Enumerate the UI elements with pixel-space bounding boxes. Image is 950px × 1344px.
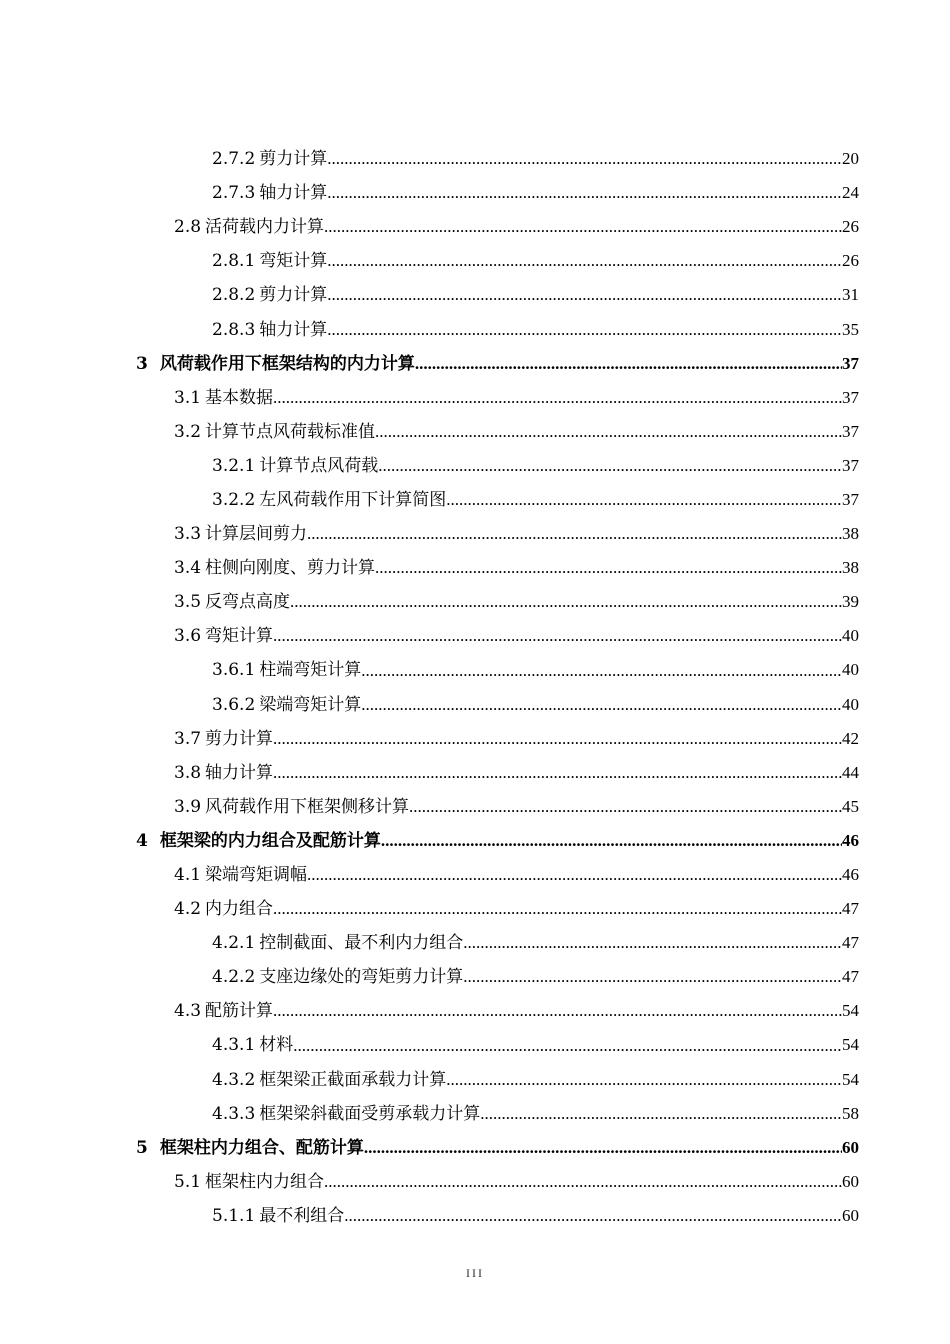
dot-leader — [381, 830, 842, 852]
toc-entry-number: 4.2.2 — [212, 967, 256, 988]
table-of-contents — [0, 142, 950, 1233]
dot-leader — [375, 421, 842, 443]
toc-entry-page: 58 — [842, 1103, 859, 1123]
dot-leader — [327, 250, 842, 272]
dot-leader — [364, 1137, 842, 1159]
toc-entry[interactable] — [0, 824, 950, 858]
toc-entry-number: 3.2.1 — [212, 455, 256, 476]
toc-entry-page: 54 — [842, 1035, 859, 1055]
toc-entry-page: 37 — [842, 387, 859, 407]
toc-entry-title: 最不利组合 — [259, 1205, 345, 1226]
toc-entry-title: 梁端弯矩计算 — [259, 694, 362, 715]
toc-entry-title: 框架梁的内力组合及配筋计算 — [159, 830, 381, 851]
toc-entry-title: 计算节点风荷载标准值 — [205, 421, 376, 442]
toc-entry[interactable] — [0, 892, 950, 926]
dot-leader — [307, 864, 842, 886]
toc-entry-number: 3.1 — [174, 387, 202, 408]
toc-entry-page: 44 — [842, 762, 859, 782]
toc-entry-number: 3.6.1 — [212, 660, 256, 681]
dot-leader — [375, 557, 842, 579]
toc-entry[interactable] — [0, 551, 950, 585]
toc-entry-number: 3 — [136, 353, 148, 374]
toc-entry-page: 54 — [842, 1001, 859, 1021]
toc-entry[interactable] — [0, 858, 950, 892]
toc-entry[interactable] — [0, 278, 950, 312]
dot-leader — [327, 182, 842, 204]
toc-entry-number: 4.3.1 — [212, 1035, 256, 1056]
toc-entry-page: 37 — [842, 353, 859, 373]
toc-entry-page: 26 — [842, 217, 859, 237]
toc-entry[interactable] — [0, 415, 950, 449]
toc-entry-page: 37 — [842, 421, 859, 441]
toc-entry[interactable] — [0, 653, 950, 687]
toc-entry-page: 47 — [842, 933, 859, 953]
toc-entry-title: 风荷载作用下框架侧移计算 — [205, 796, 410, 817]
dot-leader — [446, 489, 842, 511]
toc-entry-title: 支座边缘处的弯矩剪力计算 — [259, 967, 464, 988]
dot-leader — [463, 966, 842, 988]
toc-entry[interactable] — [0, 1097, 950, 1131]
toc-entry-title: 框架梁斜截面受剪承载力计算 — [259, 1103, 481, 1124]
toc-entry[interactable] — [0, 1028, 950, 1062]
toc-entry-title: 计算层间剪力 — [205, 524, 308, 545]
toc-entry[interactable] — [0, 176, 950, 210]
toc-entry-title: 轴力计算 — [259, 319, 328, 340]
toc-entry[interactable] — [0, 312, 950, 346]
toc-entry[interactable] — [0, 210, 950, 244]
toc-entry-page: 37 — [842, 489, 859, 509]
toc-entry-number: 2.8.1 — [212, 251, 256, 272]
toc-entry-title: 内力组合 — [205, 899, 274, 920]
toc-entry-title: 剪力计算 — [259, 149, 328, 170]
dot-leader — [415, 353, 842, 375]
toc-entry-number: 3.8 — [174, 762, 202, 783]
toc-entry-page: 37 — [842, 455, 859, 475]
toc-entry-page: 39 — [842, 592, 859, 612]
toc-entry[interactable] — [0, 483, 950, 517]
toc-entry-page: 60 — [842, 1171, 859, 1191]
dot-leader — [327, 284, 842, 306]
toc-entry-number: 4.3.2 — [212, 1069, 256, 1090]
toc-entry-page: 47 — [842, 967, 859, 987]
toc-entry-number: 3.6.2 — [212, 694, 256, 715]
toc-entry-number: 3.4 — [174, 558, 202, 579]
toc-entry[interactable] — [0, 926, 950, 960]
toc-entry[interactable] — [0, 1063, 950, 1097]
toc-entry-page: 26 — [842, 251, 859, 271]
toc-entry-page: 60 — [842, 1205, 859, 1225]
toc-entry-page: 24 — [842, 183, 859, 203]
toc-entry-number: 3.7 — [174, 728, 202, 749]
dot-leader — [324, 216, 842, 238]
dot-leader — [273, 898, 842, 920]
toc-entry-page: 42 — [842, 728, 859, 748]
toc-entry-page: 38 — [842, 558, 859, 578]
toc-entry-page: 20 — [842, 149, 859, 169]
toc-entry-number: 5.1 — [174, 1171, 202, 1192]
toc-entry-title: 控制截面、最不利内力组合 — [259, 933, 464, 954]
dot-leader — [273, 625, 842, 647]
dot-leader — [273, 728, 842, 750]
toc-entry-title: 框架梁正截面承载力计算 — [259, 1069, 447, 1090]
dot-leader — [290, 591, 842, 613]
toc-entry-number: 4.2.1 — [212, 933, 256, 954]
toc-entry-number: 3.2.2 — [212, 489, 256, 510]
toc-entry-number: 5 — [136, 1137, 148, 1158]
dot-leader — [293, 1035, 842, 1057]
toc-entry-title: 计算节点风荷载 — [259, 455, 379, 476]
toc-entry-page: 40 — [842, 694, 859, 714]
toc-entry-page: 40 — [842, 660, 859, 680]
toc-entry-number: 4.3.3 — [212, 1103, 256, 1124]
toc-entry-title: 柱端弯矩计算 — [259, 660, 362, 681]
toc-entry-page: 47 — [842, 899, 859, 919]
toc-entry-page: 38 — [842, 524, 859, 544]
toc-entry-title: 弯矩计算 — [205, 626, 274, 647]
toc-entry-title: 配筋计算 — [205, 1001, 274, 1022]
toc-entry[interactable] — [0, 790, 950, 824]
toc-entry-number: 3.5 — [174, 592, 202, 613]
dot-leader — [273, 387, 842, 409]
toc-entry-number: 3.2 — [174, 421, 202, 442]
toc-entry[interactable] — [0, 994, 950, 1028]
dot-leader — [361, 660, 842, 682]
dot-leader — [344, 1205, 842, 1227]
toc-entry[interactable] — [0, 688, 950, 722]
toc-entry-number: 3.6 — [174, 626, 202, 647]
toc-entry-number: 4.1 — [174, 865, 202, 886]
toc-entry-page: 46 — [842, 865, 859, 885]
toc-entry-number: 3.9 — [174, 796, 202, 817]
toc-entry[interactable] — [0, 960, 950, 994]
dot-leader — [463, 932, 842, 954]
dot-leader — [273, 1000, 842, 1022]
toc-entry[interactable] — [0, 449, 950, 483]
toc-entry-page: 54 — [842, 1069, 859, 1089]
dot-leader — [378, 455, 842, 477]
toc-entry[interactable] — [0, 381, 950, 415]
toc-entry[interactable] — [0, 756, 950, 790]
toc-entry[interactable] — [0, 347, 950, 381]
toc-entry-number: 2.8.2 — [212, 285, 256, 306]
toc-entry[interactable] — [0, 1199, 950, 1233]
dot-leader — [409, 796, 842, 818]
toc-entry[interactable] — [0, 619, 950, 653]
dot-leader — [361, 694, 842, 716]
toc-entry-page: 60 — [842, 1137, 859, 1157]
page-number: III — [466, 1266, 484, 1280]
toc-entry-title: 剪力计算 — [205, 728, 274, 749]
toc-entry-title: 基本数据 — [205, 387, 274, 408]
toc-entry-title: 风荷载作用下框架结构的内力计算 — [159, 353, 415, 374]
toc-entry-number: 5.1.1 — [212, 1205, 256, 1226]
toc-entry-page: 40 — [842, 626, 859, 646]
toc-entry-page: 46 — [842, 830, 859, 850]
dot-leader — [324, 1171, 842, 1193]
toc-entry-number: 4 — [136, 830, 148, 851]
toc-entry-number: 2.7.3 — [212, 183, 256, 204]
toc-entry-number: 4.2 — [174, 899, 202, 920]
toc-entry-number: 2.7.2 — [212, 149, 256, 170]
dot-leader — [307, 523, 842, 545]
toc-entry[interactable] — [0, 244, 950, 278]
dot-leader — [327, 148, 842, 170]
toc-entry-title: 框架柱内力组合、配筋计算 — [159, 1137, 364, 1158]
toc-entry[interactable] — [0, 1131, 950, 1165]
toc-entry-title: 弯矩计算 — [259, 251, 328, 272]
toc-entry-page: 35 — [842, 319, 859, 339]
toc-entry-title: 柱侧向刚度、剪力计算 — [205, 558, 376, 579]
toc-entry-title: 剪力计算 — [259, 285, 328, 306]
toc-entry-title: 框架柱内力组合 — [205, 1171, 325, 1192]
toc-entry-title: 活荷载内力计算 — [205, 217, 325, 238]
toc-entry-page: 45 — [842, 796, 859, 816]
toc-entry-title: 左风荷载作用下计算简图 — [259, 489, 447, 510]
toc-entry[interactable] — [0, 142, 950, 176]
toc-entry-number: 2.8 — [174, 217, 202, 238]
toc-entry-title: 轴力计算 — [259, 183, 328, 204]
toc-entry[interactable] — [0, 517, 950, 551]
dot-leader — [480, 1103, 842, 1125]
toc-entry[interactable] — [0, 585, 950, 619]
toc-entry-title: 轴力计算 — [205, 762, 274, 783]
toc-entry-number: 3.3 — [174, 524, 202, 545]
toc-entry[interactable] — [0, 722, 950, 756]
dot-leader — [446, 1069, 842, 1091]
toc-entry-title: 材料 — [259, 1035, 294, 1056]
toc-entry-number: 2.8.3 — [212, 319, 256, 340]
toc-entry-title: 梁端弯矩调幅 — [205, 865, 308, 886]
toc-entry-title: 反弯点高度 — [205, 592, 291, 613]
dot-leader — [273, 762, 842, 784]
toc-entry-page: 31 — [842, 285, 859, 305]
toc-entry-number: 4.3 — [174, 1001, 202, 1022]
toc-entry[interactable] — [0, 1165, 950, 1199]
dot-leader — [327, 319, 842, 341]
